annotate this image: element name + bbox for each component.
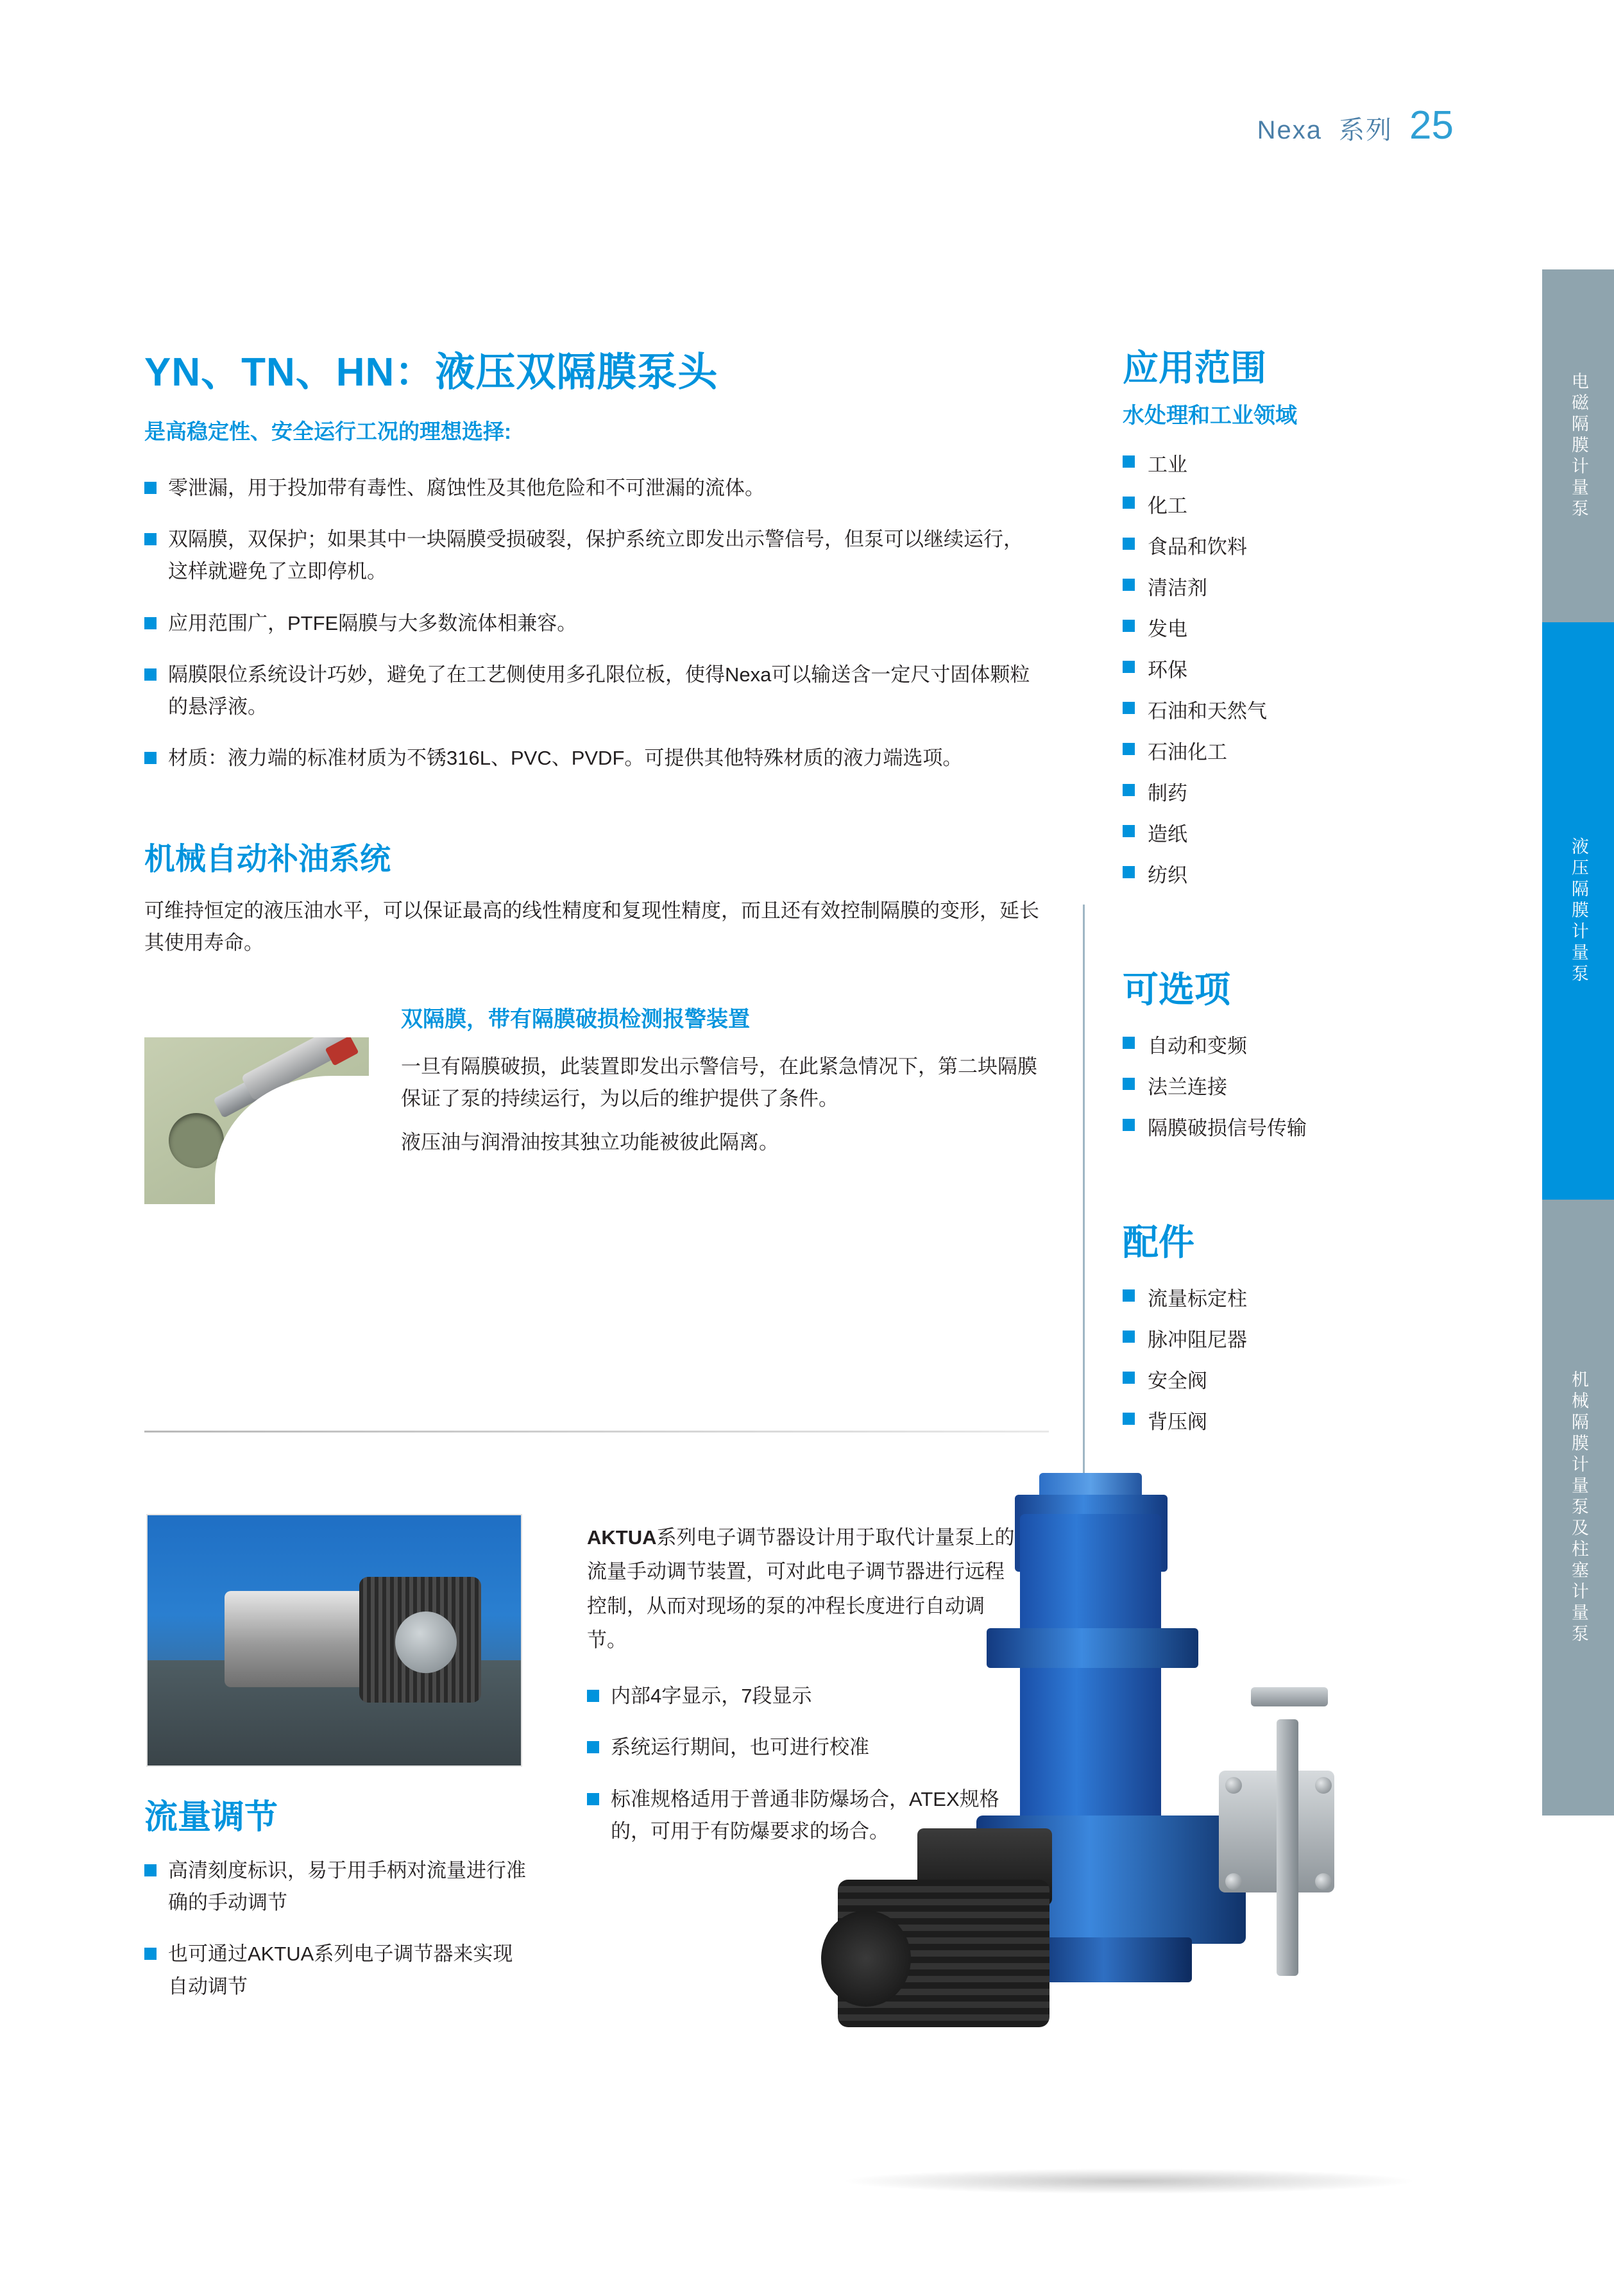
- list-item: [1123, 1030, 1482, 1059]
- side-tab-solenoid-label: 电磁隔膜计量泵: [1568, 371, 1588, 520]
- diaphragm-text: [401, 1001, 1042, 1159]
- diaphragm-block: [144, 1001, 1042, 1239]
- pump-product-photo: [828, 1495, 1520, 2194]
- bullet-square-icon: [1123, 1331, 1135, 1343]
- photo-hole: [169, 1113, 224, 1168]
- bullet-square-icon: [1123, 579, 1135, 591]
- flow-bullet-text: 高清刻度标识，易于用手柄对流量进行准确的手动调节: [168, 1859, 526, 1914]
- diaphragm-paragraph-2: 液压油与润滑油按其独立功能被彼此隔离。: [401, 1131, 779, 1154]
- bullet-square-icon: [1123, 497, 1135, 509]
- diaphragm-title: 双隔膜，带有隔膜破损检测报警装置: [401, 1007, 750, 1032]
- list-item-label: 制药: [1148, 782, 1187, 804]
- bullet-square-icon: [1123, 1372, 1135, 1384]
- pump-pipe-top: [1251, 1687, 1328, 1706]
- section-divider: [144, 1431, 1049, 1433]
- list-item-label: 清洁剂: [1148, 577, 1207, 599]
- bullet-square-icon: [1123, 866, 1135, 878]
- accessories-title: 配件: [1123, 1222, 1194, 1263]
- bullet-square-icon: [1123, 538, 1135, 550]
- feature-bullet-text: 材质：液力端的标准材质为不锈316L、PVC、PVDF。可提供其他特殊材质的液力端选项。: [168, 747, 963, 770]
- bullet-square-icon: [1123, 1289, 1135, 1302]
- list-item: [1123, 818, 1482, 847]
- bullet-square-icon: [144, 668, 157, 681]
- list-item-label: 法兰连接: [1148, 1076, 1227, 1098]
- pump-body: [1020, 1514, 1161, 1822]
- feature-bullet-text: 应用范围广，PTFE隔膜与大多数流体相兼容。: [168, 611, 577, 634]
- flow-adjust-title: 流量调节: [144, 1799, 278, 1836]
- diaphragm-paragraph-1: 一旦有隔膜破损，此装置即发出示警信号，在此紧急情况下，第二块隔膜保证了泵的持续运行，为以后的维护提供了条件。: [401, 1055, 1037, 1110]
- list-item: [1123, 572, 1482, 600]
- side-tab-strip: [1542, 269, 1614, 1816]
- list-item: [1123, 531, 1482, 559]
- aktua-bullet-text: 系统运行期间，也可进行校准: [611, 1736, 869, 1759]
- bullet-square-icon: [1123, 661, 1135, 673]
- photo-knob-face: [395, 1611, 457, 1673]
- list-item: [1123, 736, 1482, 765]
- page-number: 25: [1409, 103, 1454, 148]
- side-tab-hydraulic-label: 液压隔膜计量泵: [1568, 837, 1588, 985]
- list-item: [1123, 613, 1482, 642]
- list-item: [1123, 1282, 1482, 1311]
- bullet-square-icon: [1123, 702, 1135, 714]
- feature-bullet: [144, 472, 1042, 504]
- bullet-square-icon: [1123, 1413, 1135, 1425]
- callout-line: [1083, 905, 1085, 1495]
- aktua-lead-rest: 系列电子调节器设计用于取代计量泵上的流量手动调节装置，可对此电子调节器进行远程控制，从而对现场的泵的冲程长度进行自动调节。: [587, 1526, 1015, 1651]
- list-item: [1123, 654, 1482, 683]
- list-item: [1123, 1406, 1482, 1434]
- page-title: YN、TN、HN：液压双隔膜泵头: [144, 350, 718, 395]
- list-item-label: 石油化工: [1148, 741, 1227, 763]
- list-item-label: 化工: [1148, 495, 1187, 517]
- accessories-list: [1123, 1282, 1482, 1434]
- pump-pipe: [1277, 1719, 1298, 1976]
- list-item: [1123, 1112, 1482, 1141]
- side-tab-mechanical-label: 机械隔膜计量泵及柱塞计量泵: [1568, 1370, 1588, 1645]
- bullet-square-icon: [1123, 784, 1135, 796]
- bullet-square-icon: [1123, 1037, 1135, 1049]
- list-item-label: 安全阀: [1148, 1370, 1207, 1392]
- pump-foot: [1032, 1937, 1192, 1982]
- pump-shadow: [840, 2168, 1418, 2194]
- list-item-label: 脉冲阻尼器: [1148, 1329, 1247, 1351]
- applications-subtitle: 水处理和工业领域: [1123, 404, 1297, 428]
- side-tab-solenoid[interactable]: [1542, 269, 1614, 622]
- oil-system-title: 机械自动补油系统: [144, 842, 391, 876]
- applications-list: [1123, 448, 1482, 888]
- list-item: [1123, 1071, 1482, 1100]
- feature-bullet: [144, 659, 1042, 723]
- flow-bullet: [144, 1938, 529, 2002]
- bullet-square-icon: [587, 1690, 599, 1702]
- list-item-label: 工业: [1148, 454, 1187, 476]
- aktua-bullet-text: 标准规格适用于普通非防爆场合，ATEX规格的，可用于有防爆要求的场合。: [611, 1787, 999, 1842]
- feature-bullet: [144, 742, 1042, 774]
- flow-adjust-photo: [146, 1514, 522, 1767]
- feature-bullet-text: 零泄漏，用于投加带有毒性、腐蚀性及其他危险和不可泄漏的流体。: [168, 477, 765, 499]
- pump-bolt: [1315, 1873, 1332, 1890]
- pump-bolt: [1225, 1777, 1242, 1794]
- bullet-square-icon: [1123, 620, 1135, 632]
- page-header: [1257, 103, 1454, 148]
- list-item: [1123, 859, 1482, 888]
- list-item-label: 流量标定柱: [1148, 1288, 1247, 1310]
- list-item: [1123, 777, 1482, 806]
- flow-bullet: [144, 1855, 529, 1919]
- bullet-square-icon: [1123, 825, 1135, 837]
- list-item: [1123, 695, 1482, 724]
- bullet-square-icon: [587, 1741, 599, 1753]
- bullet-square-icon: [144, 533, 157, 545]
- list-item-label: 食品和饮料: [1148, 536, 1247, 558]
- bullet-square-icon: [587, 1793, 599, 1805]
- bullet-square-icon: [1123, 1078, 1135, 1090]
- brand-name: Nexa: [1257, 116, 1323, 144]
- oil-system-paragraph: 可维持恒定的液压油水平，可以保证最高的线性精度和复现性精度，而且还有效控制隔膜的变形，延长其使用寿命。: [144, 899, 1039, 954]
- list-item-label: 背压阀: [1148, 1411, 1207, 1433]
- side-tab-hydraulic[interactable]: [1542, 622, 1614, 1200]
- aktua-product-name: AKTUA: [587, 1526, 657, 1549]
- bullet-square-icon: [1123, 455, 1135, 468]
- pump-bolt: [1315, 1777, 1332, 1794]
- feature-bullet: [144, 523, 1042, 588]
- pump-bolt: [1225, 1873, 1242, 1890]
- bullet-square-icon: [144, 1948, 157, 1960]
- bullet-square-icon: [1123, 743, 1135, 755]
- flow-bullet-text: 也可通过AKTUA系列电子调节器来实现自动调节: [168, 1943, 513, 1998]
- bullet-square-icon: [144, 752, 157, 764]
- options-title: 可选项: [1123, 969, 1230, 1010]
- series-label: 系列: [1339, 116, 1393, 144]
- side-tab-mechanical[interactable]: [1542, 1200, 1614, 1816]
- applications-title: 应用范围: [1123, 348, 1266, 388]
- options-list: [1123, 1030, 1482, 1141]
- page-subtitle: 是高稳定性、安全运行工况的理想选择:: [144, 420, 511, 443]
- list-item-label: 自动和变频: [1148, 1035, 1247, 1057]
- bullet-square-icon: [144, 1864, 157, 1876]
- flow-adjust-block: [144, 1790, 529, 2022]
- feature-bullet: [144, 608, 1042, 640]
- pump-flange: [987, 1628, 1198, 1668]
- list-item: [1123, 1323, 1482, 1352]
- list-item-label: 石油和天然气: [1148, 700, 1267, 722]
- feature-bullet-text: 隔膜限位系统设计巧妙，避免了在工艺侧使用多孔限位板，使得Nexa可以输送含一定尺寸固体颗粒的悬浮液。: [168, 663, 1030, 719]
- list-item-label: 造纸: [1148, 823, 1187, 846]
- list-item: [1123, 1365, 1482, 1393]
- left-column: [144, 340, 1042, 1239]
- list-item-label: 环保: [1148, 659, 1187, 681]
- list-item-label: 发电: [1148, 618, 1187, 640]
- list-item: [1123, 448, 1482, 477]
- bullet-square-icon: [144, 617, 157, 629]
- bullet-square-icon: [1123, 1119, 1135, 1131]
- aktua-bullet-text: 内部4字显示，7段显示: [611, 1685, 812, 1708]
- list-item: [1123, 489, 1482, 518]
- feature-bullet-text: 双隔膜，双保护；如果其中一块隔膜受损破裂，保护系统立即发出示警信号，但泵可以继续运行，这样就避免了立即停机。: [168, 528, 1023, 583]
- bullet-square-icon: [144, 482, 157, 494]
- pump-motor-fan-cover: [821, 1910, 911, 2007]
- diaphragm-detector-photo: [144, 1037, 369, 1204]
- list-item-label: 纺织: [1148, 864, 1187, 887]
- list-item-label: 隔膜破损信号传输: [1148, 1117, 1307, 1139]
- right-column: [1123, 340, 1482, 1447]
